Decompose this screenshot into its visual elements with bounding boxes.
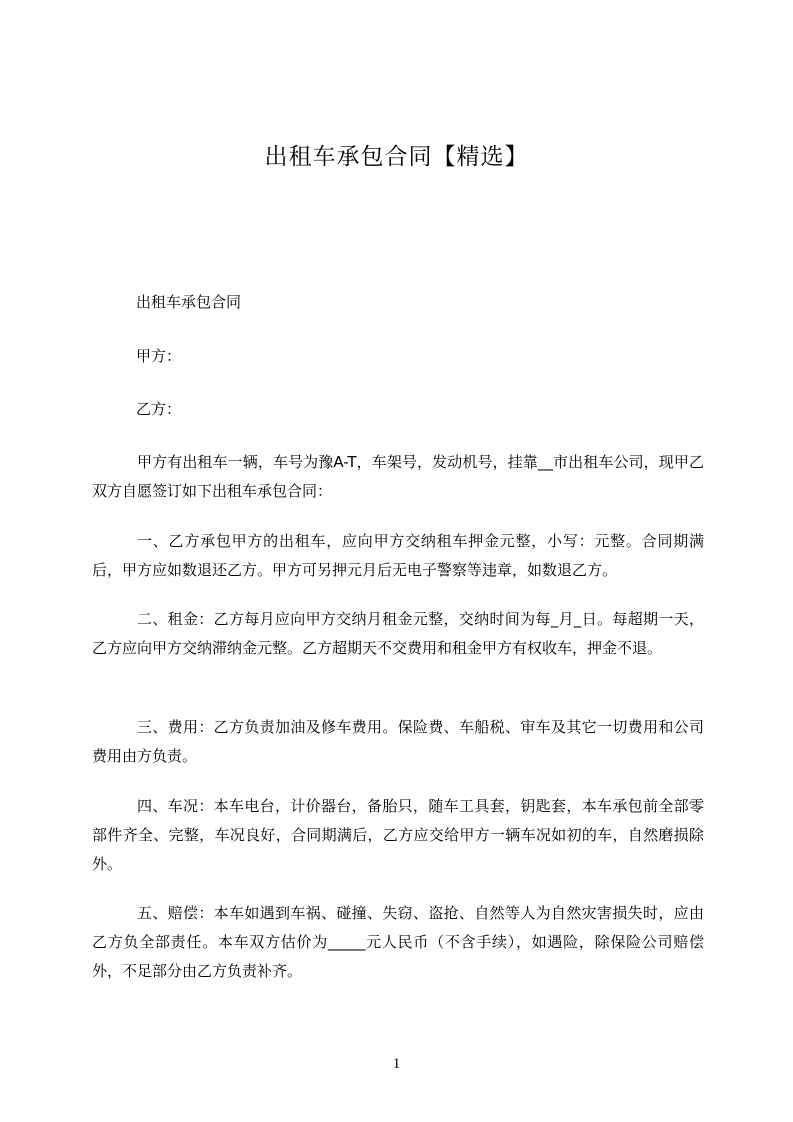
document-title: 出租车承包合同【精选】	[264, 144, 529, 170]
party-b-label: 乙方：	[136, 400, 182, 418]
clause-fees: 三、费用：乙方负责加油及修车费用。保险费、车船税、审车及其它一切费用和公司费用由方负责。	[92, 718, 704, 765]
clause-deposit: 一、乙方承包甲方的出租车，应向甲方交纳租车押金元整，小写：元整。合同期满后，甲方应如数退还乙方。甲方可另押元月后无电子警察等违章，如数退乙方。	[92, 532, 704, 579]
party-a-label: 甲方：	[136, 347, 182, 365]
clause-vehicle-condition: 四、车况：本车电台，计价器台，备胎只，随车工具套，钥匙套，本车承包前全部零部件齐全、完整，车况良好，合同期满后，乙方应交给甲方一辆车况如初的车，自然磨损除外。	[92, 797, 704, 873]
intro-paragraph: 甲方有出租车一辆，车号为豫A-T，车架号，发动机号，挂靠__市出租车公司，现甲乙双方自愿签订如下出租车承包合同：	[92, 453, 704, 500]
clause-rent: 二、租金：乙方每月应向甲方交纳月租金元整，交纳时间为每_月_日。每超期一天，乙方应向甲方交纳滞纳金元整。乙方超期天不交费用和租金甲方有权收车，押金不退。	[92, 610, 704, 657]
contract-subtitle: 出租车承包合同	[136, 293, 242, 311]
page-number: 1	[392, 1056, 401, 1072]
clause-compensation: 五、赔偿：本车如遇到车祸、碰撞、失窃、盗抢、自然等人为自然灾害损失时，应由乙方负全部责任。本车双方估价为_____元人民币（不含手续），如遇险，除保险公司赔偿外，不足部分由乙方负责补齐。	[92, 904, 704, 980]
